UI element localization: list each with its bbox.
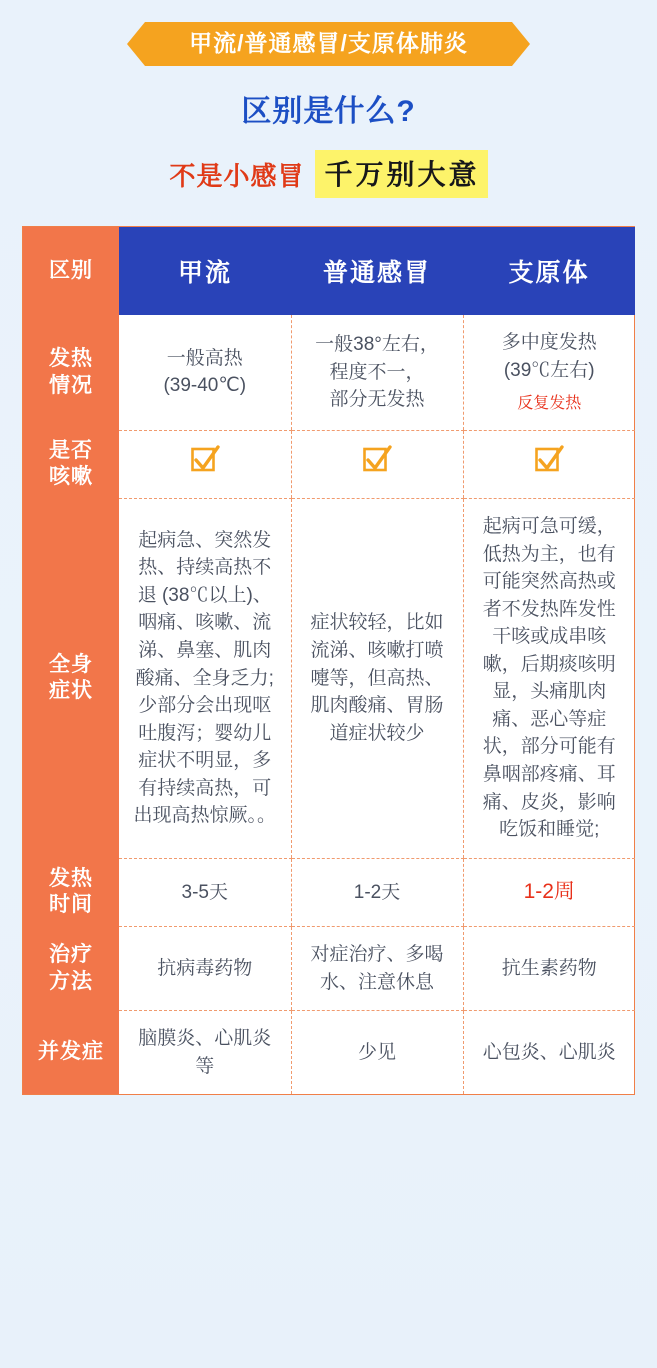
cell-cough-mycoplasma [463, 430, 635, 499]
cell-text: 少见 [357, 1042, 396, 1063]
checkbox-checked-icon [190, 445, 220, 475]
table-row [23, 1011, 635, 1095]
cell-duration-influenza [119, 858, 291, 927]
checkbox-checked-icon [534, 445, 564, 475]
cell-fever-mycoplasma [463, 315, 635, 430]
cell-symptoms-mycoplasma [463, 499, 635, 859]
row-header-systemic-symptoms: 全身 症状 [23, 499, 119, 859]
cell-complications-influenza [119, 1011, 291, 1095]
cell-symptoms-cold [291, 499, 463, 859]
cell-complications-cold [291, 1011, 463, 1095]
cell-text: 抗生素药物 [501, 957, 597, 979]
checkbox-checked-icon [362, 445, 392, 475]
cell-text: 脑膜炎、心肌炎等 [138, 1028, 272, 1077]
cell-fever-cold [291, 315, 463, 430]
cell-text: 一般38°左右， 程度不一， 部分无发热 [315, 334, 439, 411]
column-header-common-cold: 普通感冒 [291, 227, 463, 315]
cell-treatment-cold [291, 927, 463, 1011]
cell-treatment-mycoplasma [463, 927, 635, 1011]
column-header-mycoplasma: 支原体 [463, 227, 635, 315]
cell-cough-cold [291, 430, 463, 499]
cell-treatment-influenza [119, 927, 291, 1011]
bottom-spacer [0, 1095, 657, 1103]
table-row [23, 315, 635, 430]
subtitle-warning: 不是小感冒 [169, 160, 305, 191]
cell-text: 一般高热 (39-40℃) [163, 347, 247, 397]
ribbon-label: 甲流/普通感冒/支原体肺炎 [145, 22, 512, 66]
header [0, 0, 657, 204]
cell-note: 反复发热 [517, 395, 582, 413]
ribbon-banner [0, 22, 657, 66]
cell-fever-influenza [119, 315, 291, 430]
cell-text: 1-2天 [353, 881, 401, 903]
table-row [23, 858, 635, 927]
row-header-complications: 并发症 [23, 1011, 119, 1095]
cell-text: 抗病毒药物 [157, 957, 253, 979]
table-body [23, 315, 635, 1094]
column-header-influenza: 甲流 [119, 227, 291, 315]
subtitle-row [0, 150, 657, 198]
table-header [23, 227, 635, 315]
cell-duration-mycoplasma [463, 858, 635, 927]
row-header-fever-duration: 发热 时间 [23, 858, 119, 927]
subtitle-highlight: 千万别大意 [315, 150, 488, 198]
row-header-fever-status: 发热 情况 [23, 315, 119, 430]
page-title: 区别是什么? [241, 95, 416, 129]
table-corner-header: 区别 [23, 227, 119, 315]
comparison-table-container [22, 226, 635, 1095]
table-row [23, 430, 635, 499]
cell-duration-cold [291, 858, 463, 927]
cell-text: 1-2周 [523, 880, 575, 904]
table-row [23, 927, 635, 1011]
cell-text: 起病急、突然发热、持续高热不退 (38℃以上)、咽痛、咳嗽、流涕、鼻塞、肌肉酸痛、全身乏力; 少部分会出现呕吐腹泻；婴幼儿症状不明显，多有持续高热，可出现高热惊厥。。 [133, 529, 276, 827]
cell-text: 3-5天 [181, 881, 228, 903]
row-header-cough: 是否 咳嗽 [23, 430, 119, 499]
cell-text: 对症治疗、多喝水、注意休息 [310, 944, 444, 993]
cell-complications-mycoplasma [463, 1011, 635, 1095]
table-header-row [23, 227, 635, 315]
cell-cough-influenza [119, 430, 291, 499]
cell-text: 心包炎、心肌炎 [482, 1042, 616, 1063]
cell-text: 症状较轻，比如流涕、咳嗽打喷嚏等，但高热、肌肉酸痛、胃肠道症状较少 [310, 612, 444, 744]
cell-text: 起病可急可缓，低热为主，也有可能突然高热或者不发热阵发性干咳或成串咳嗽，后期痰咳明显，头痛肌肉痛、恶心等症状，部分可能有鼻咽部疼痛、耳痛、皮炎，影响吃饭和睡觉; [482, 516, 616, 841]
table-row [23, 499, 635, 859]
cell-symptoms-influenza [119, 499, 291, 859]
comparison-table [23, 227, 635, 1094]
row-header-treatment: 治疗 方法 [23, 927, 119, 1011]
cell-text: 多中度发热 (39℃左右) [501, 332, 597, 381]
